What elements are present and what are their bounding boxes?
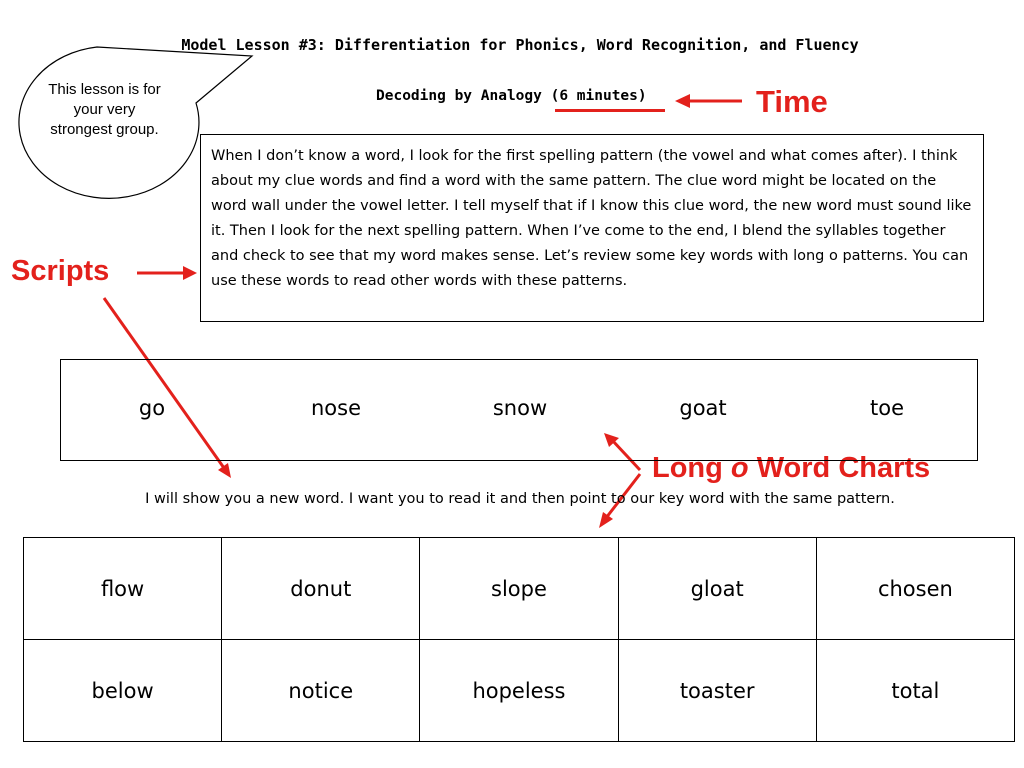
table-cell: donut: [222, 538, 420, 640]
key-word-chart: [60, 359, 978, 461]
table-cell: slope: [420, 538, 618, 640]
table-cell: hopeless: [420, 640, 618, 742]
key-word: go: [138, 396, 166, 420]
practice-word-table: [23, 537, 1015, 742]
key-word: toe: [869, 396, 905, 420]
scripts-label: Scripts: [11, 255, 110, 287]
table-row: [24, 640, 1015, 742]
lesson-title: Model Lesson #3: Differentiation for Phonics, Word Recognition, and Fluency: [181, 36, 859, 54]
script-text: When I don’t know a word, I look for the first spelling pattern (the vowel and what comes after). I think about my clue words and find a word with the same pattern. The clue word might be located on the word wall under the vowel letter. I tell myself that if I know this clue word, the new word must sound like it. Then I look for the next spelling pattern. When I’ve come to the end, I blend the syllables together and check to see that my word makes sense. Let’s review some key words with long o patterns. You can use these words to read other words with these patterns.: [211, 148, 972, 289]
table-cell: total: [816, 640, 1014, 742]
time-label: Time: [756, 84, 828, 119]
table-row: [24, 538, 1015, 640]
charts-label-suffix: Word Charts: [748, 452, 931, 484]
instruction-text: I will show you a new word. I want you to read it and then point to our key word with the same pattern.: [145, 491, 895, 507]
table-cell: chosen: [816, 538, 1014, 640]
callout-text: This lesson is for your very strongest group.: [48, 81, 161, 138]
time-underline: [555, 109, 665, 112]
table-cell: gloat: [618, 538, 816, 640]
key-word: goat: [679, 396, 727, 420]
table-cell: below: [24, 640, 222, 742]
time-arrow-icon: [675, 94, 742, 108]
table-cell: flow: [24, 538, 222, 640]
scripts-arrow-icon: [137, 266, 197, 280]
key-word: snow: [492, 396, 548, 420]
charts-label-italic: o: [730, 452, 749, 484]
table-cell: notice: [222, 640, 420, 742]
charts-label-prefix: Long: [652, 452, 731, 484]
script-box: [200, 134, 984, 322]
lesson-subtitle: Decoding by Analogy (6 minutes): [376, 88, 647, 104]
key-word: nose: [310, 396, 362, 420]
table-cell: toaster: [618, 640, 816, 742]
